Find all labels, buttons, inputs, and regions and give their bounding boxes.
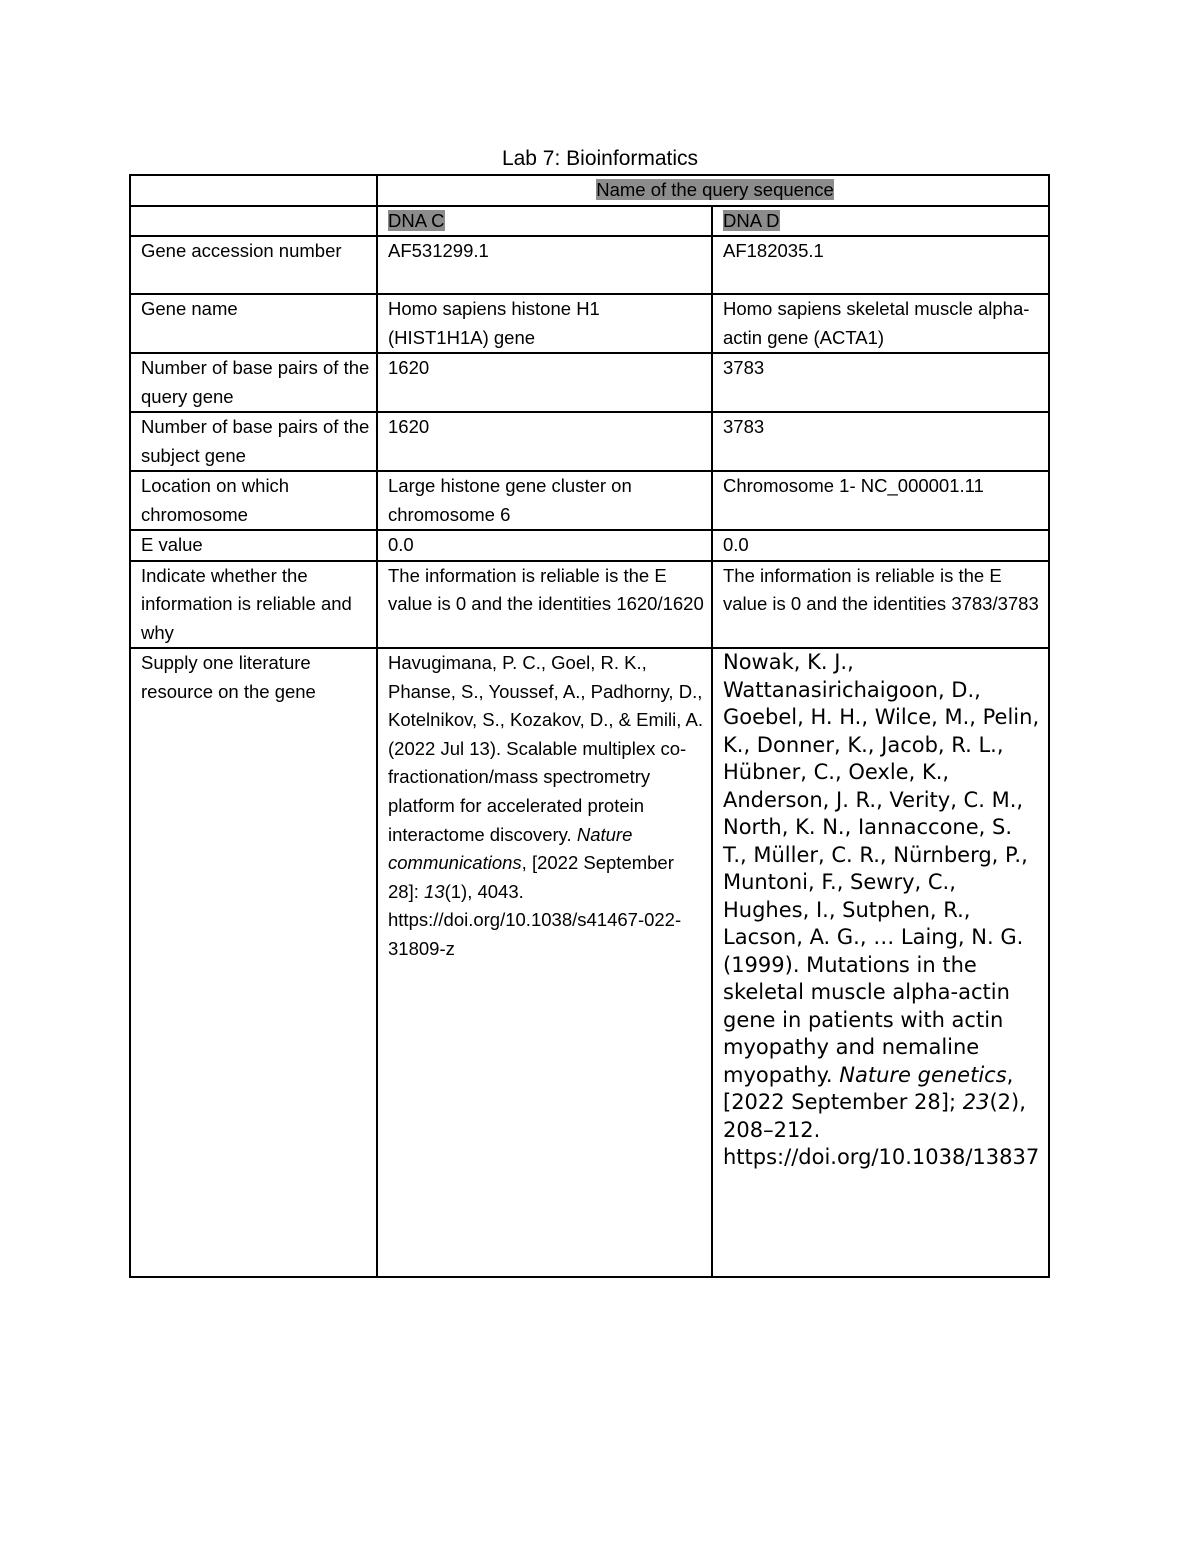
cell-dna-d: Homo sapiens skeletal muscle alpha-actin gene (ACTA1): [712, 294, 1049, 353]
cell-dna-d: 0.0: [712, 530, 1049, 561]
table-row-chromosome: [130, 471, 1049, 530]
row-label: Location on which chromosome: [130, 471, 377, 530]
citation-journal: Nature genetics: [839, 1062, 1007, 1087]
column-header-dna-c: [377, 206, 712, 237]
column-header-dna-d: [712, 206, 1049, 237]
citation-doi: (1), 4043. https://doi.org/10.1038/s41467-022-31809-z: [388, 880, 682, 959]
cell-dna-c: 1620: [377, 353, 712, 412]
empty-corner-cell: [130, 175, 377, 206]
citation-journal: Nature communications: [388, 823, 633, 874]
cell-dna-c: Large histone gene cluster on chromosome 6: [377, 471, 712, 530]
cell-dna-d: The information is reliable is the E value is 0 and the identities 3783/3783: [712, 561, 1049, 649]
citation-date: , [2022 September 28]:: [388, 852, 674, 902]
table-row-literature: [130, 648, 1049, 1277]
cell-dna-c: 0.0: [377, 530, 712, 561]
row-label: E value: [130, 530, 377, 561]
row-label: Supply one literature resource on the gene: [130, 648, 377, 1277]
citation-text: Nowak, K. J., Wattanasirichaigoon, D., Goebel, H. H., Wilce, M., Pelin, K., Donner, K., Jacob, R. L., Hübner, C., Oexle, K., Anderson, J. R., Verity, C. M., North, K. N., Iannaccone, S. T., Müller, C. R., Nürnberg, P., Muntoni, F., Sewry, C., Hughes, I., Sutphen, R., Lacson, A. G., … Laing, N. G. (1999). Mutations in the skeletal muscle alpha-actin gene in patients with actin myopathy and nemaline myopathy.: [723, 650, 1040, 1087]
table-row-reliability: [130, 561, 1049, 649]
cell-dna-d: AF182035.1: [712, 236, 1049, 294]
lab-table: [129, 174, 1050, 1278]
cell-dna-d: Chromosome 1- NC_000001.11: [712, 471, 1049, 530]
query-sequence-header: [377, 175, 1049, 206]
table-header-row: [130, 175, 1049, 206]
empty-header-cell: [130, 206, 377, 237]
table-row-query-bp: [130, 353, 1049, 412]
row-label: Indicate whether the information is reliable and why: [130, 561, 377, 649]
citation-dna-d: [712, 648, 1049, 1277]
citation-text: Havugimana, P. C., Goel, R. K., Phanse, S., Youssef, A., Padhorny, D., Kotelnikov, S., Kozakov, D., & Emili, A. (2022 Jul 13). Scalable multiplex co-fractionation/mass spectrometry platform for accelerated protein interactome discovery.: [388, 652, 703, 845]
column-header-dna-d-text: DNA D: [723, 209, 780, 231]
table-row-accession: [130, 236, 1049, 294]
column-header-dna-c-text: DNA C: [388, 209, 445, 231]
citation-volume: 23: [962, 1090, 990, 1114]
citation-doi: (2), 208–212. https://doi.org/10.1038/13837: [723, 1090, 1040, 1169]
citation-dna-c: [377, 648, 712, 1277]
row-label: Number of base pairs of the query gene: [130, 353, 377, 412]
cell-dna-d: 3783: [712, 353, 1049, 412]
row-label: Number of base pairs of the subject gene: [130, 412, 377, 471]
cell-dna-d: 3783: [712, 412, 1049, 471]
table-row-gene-name: [130, 294, 1049, 353]
row-label: Gene accession number: [130, 236, 377, 294]
column-header-row: [130, 206, 1049, 237]
table-row-subject-bp: [130, 412, 1049, 471]
cell-dna-c: AF531299.1: [377, 236, 712, 294]
cell-dna-c: 1620: [377, 412, 712, 471]
cell-dna-c: Homo sapiens histone H1 (HIST1H1A) gene: [377, 294, 712, 353]
page-title: Lab 7: Bioinformatics: [501, 147, 699, 170]
query-sequence-header-text: Name of the query sequence: [596, 179, 834, 200]
cell-dna-c: The information is reliable is the E value is 0 and the identities 1620/1620: [377, 561, 712, 649]
citation-date: , [2022 September 28];: [723, 1062, 1014, 1114]
citation-volume: 13: [424, 880, 445, 902]
table-row-e-value: [130, 530, 1049, 561]
row-label: Gene name: [130, 294, 377, 353]
